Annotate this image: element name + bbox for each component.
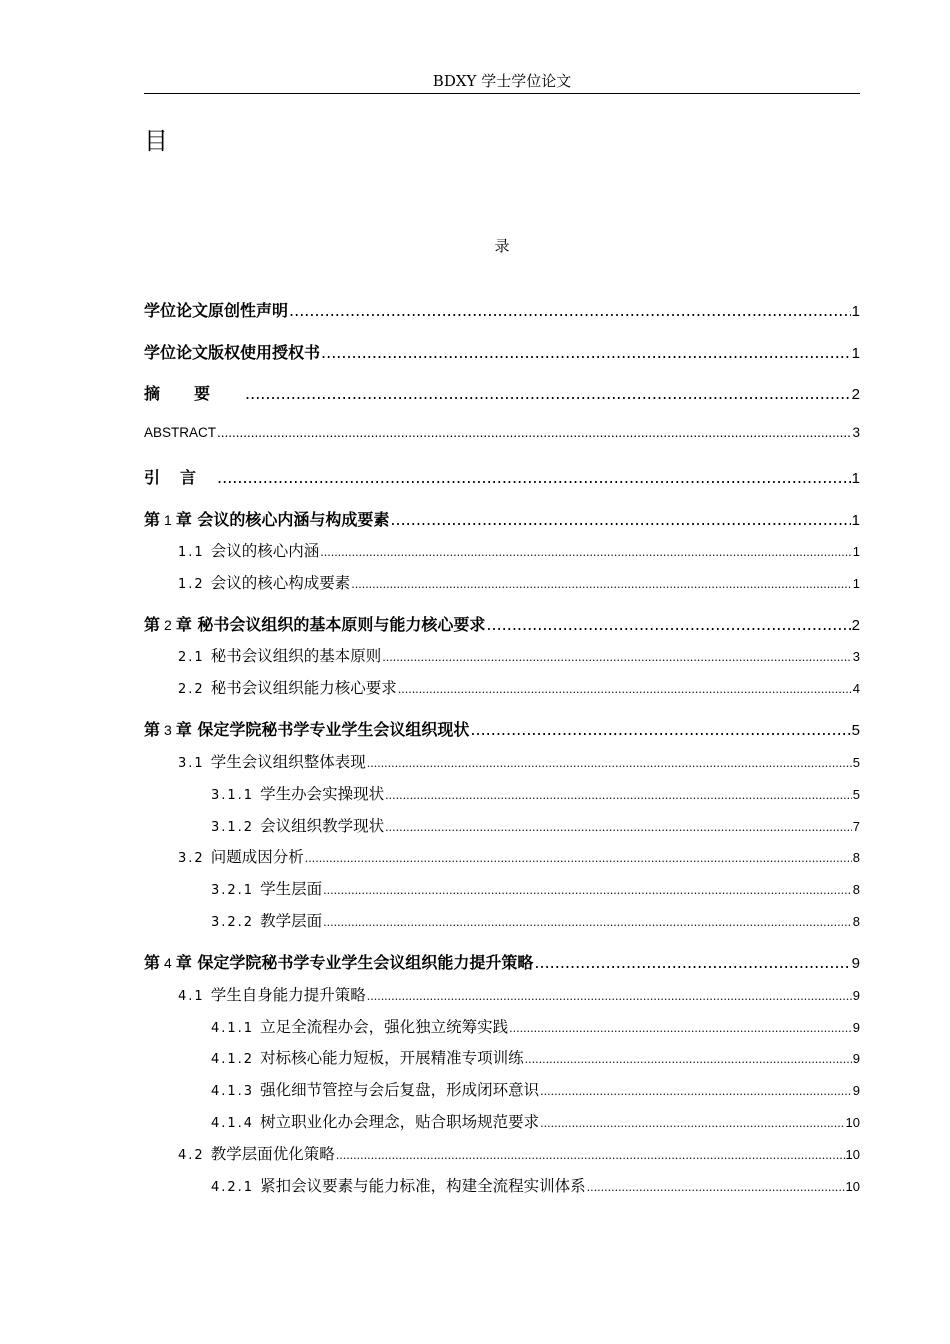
toc-entry-4-1-1[interactable] — [211, 1015, 860, 1037]
section-title: 学生办会实操现状 — [260, 785, 385, 803]
toc-entry-label — [211, 814, 384, 836]
dot-leader — [390, 510, 850, 529]
toc-entry-label — [178, 845, 304, 867]
toc-entry-chapter-2[interactable] — [144, 612, 860, 635]
dot-leader — [382, 651, 852, 664]
toc-entry-label — [144, 507, 389, 530]
toc-entry-label — [211, 877, 322, 899]
dot-leader — [486, 615, 850, 634]
toc-title-part2: 录 — [494, 237, 510, 255]
dot-leader — [305, 852, 852, 865]
chapter-prefix: 第 — [144, 615, 161, 634]
toc-entry-page: 3 — [852, 649, 860, 664]
chapter-title: 章 秘书会议组织的基本原则与能力核心要求 — [175, 615, 486, 634]
chapter-prefix: 第 — [144, 720, 161, 739]
dot-leader — [217, 425, 851, 440]
toc-entry-page: 5 — [851, 722, 860, 739]
section-number: 3.1 — [178, 756, 205, 771]
section-number: 1.1 — [178, 545, 205, 560]
section-title: 学生层面 — [260, 880, 323, 898]
toc-entry-abstract-en[interactable] — [144, 425, 860, 440]
toc-entry-3-1-2[interactable] — [211, 814, 860, 836]
dot-leader — [321, 343, 851, 362]
toc-entry-label: 学位论文原创性声明 — [144, 301, 289, 320]
toc-entry-page: 4 — [852, 681, 860, 696]
section-number: 4.1.3 — [211, 1084, 255, 1099]
section-number: 2.1 — [178, 650, 205, 665]
toc-entry-label — [178, 750, 366, 772]
toc-entry-label — [144, 612, 485, 635]
toc-entry-3-2[interactable] — [178, 845, 860, 867]
toc-entry-3-2-2[interactable] — [211, 909, 860, 931]
toc-entry-page: 1 — [851, 303, 860, 320]
section-title: 树立职业化办会理念，贴合职场规范要求 — [260, 1113, 540, 1131]
toc-entry-4-2-1[interactable] — [211, 1174, 860, 1196]
dot-leader — [525, 1053, 852, 1066]
toc-entry-label — [211, 909, 322, 931]
toc-entry-page: 5 — [852, 787, 860, 802]
chapter-title: 章 会议的核心内涵与构成要素 — [175, 510, 390, 529]
toc-entry-4-1-2[interactable] — [211, 1046, 860, 1068]
toc-entry-label — [211, 1174, 586, 1196]
dot-leader — [385, 789, 852, 802]
toc-entry-page: 1 — [852, 576, 860, 591]
toc-entry-label: 摘要 — [144, 384, 245, 403]
section-number: 4.1.4 — [211, 1116, 255, 1131]
page-header: BDXY 学士学位论文 — [432, 72, 572, 90]
dot-leader — [540, 1085, 852, 1098]
dot-leader — [385, 821, 852, 834]
toc-entry-label: 引言 — [144, 468, 217, 487]
toc-entry-originality[interactable] — [144, 298, 860, 321]
chapter-number: 2 — [164, 617, 172, 633]
toc-entry-4-1-3[interactable] — [211, 1078, 860, 1100]
toc-entry-copyright[interactable] — [144, 340, 860, 363]
toc-entry-label — [211, 1078, 539, 1100]
section-title: 学生自身能力提升策略 — [210, 986, 366, 1004]
toc-entry-label — [178, 983, 366, 1005]
toc-entry-label — [178, 676, 397, 698]
toc-entry-label — [178, 539, 319, 561]
section-title: 教学层面 — [260, 912, 323, 930]
dot-leader — [320, 546, 852, 559]
dot-leader — [351, 578, 852, 591]
section-number: 3.1.2 — [211, 820, 255, 835]
toc-entry-4-1[interactable] — [178, 983, 860, 1005]
toc-entry-page: 10 — [845, 1115, 860, 1130]
dot-leader — [289, 301, 851, 320]
dot-leader — [217, 468, 851, 487]
dot-leader — [534, 953, 850, 972]
section-number: 4.2.1 — [211, 1180, 255, 1195]
section-number: 4.1.2 — [211, 1052, 255, 1067]
toc-entry-introduction[interactable] — [144, 465, 860, 488]
toc-entry-page: 9 — [852, 988, 860, 1003]
section-number: 4.1.1 — [211, 1021, 255, 1036]
toc-entry-3-1-1[interactable] — [211, 782, 860, 804]
chapter-number: 3 — [164, 722, 172, 738]
section-number: 3.2.1 — [211, 883, 255, 898]
section-number: 4.1 — [178, 989, 205, 1004]
chapter-prefix: 第 — [144, 510, 161, 529]
dot-leader — [323, 884, 852, 897]
toc-entry-chapter-4[interactable] — [144, 950, 860, 973]
toc-entry-page: 8 — [852, 850, 860, 865]
toc-entry-chapter-1[interactable] — [144, 507, 860, 530]
toc-entry-page: 3 — [852, 425, 860, 440]
dot-leader — [245, 384, 851, 403]
section-number: 2.2 — [178, 682, 205, 697]
toc-entry-label: 学位论文版权使用授权书 — [144, 343, 321, 362]
toc-entry-label — [178, 644, 381, 666]
toc-entry-label — [178, 1142, 335, 1164]
toc-entry-2-1[interactable] — [178, 644, 860, 666]
chapter-title: 章 保定学院秘书学专业学生会议组织现状 — [175, 720, 470, 739]
dot-leader — [367, 990, 852, 1003]
toc-entry-label — [211, 1046, 524, 1068]
toc-entry-page: 7 — [852, 819, 860, 834]
chapter-prefix: 第 — [144, 953, 161, 972]
toc-entry-abstract-cn[interactable] — [144, 381, 860, 404]
chapter-number: 4 — [164, 955, 172, 971]
section-title: 问题成因分析 — [210, 848, 304, 866]
toc-entry-page: 2 — [851, 386, 860, 403]
toc-entry-label — [211, 782, 384, 804]
section-title: 对标核心能力短板，开展精准专项训练 — [260, 1049, 524, 1067]
chapter-number: 1 — [164, 512, 172, 528]
section-title: 会议组织教学现状 — [260, 817, 385, 835]
dot-leader — [540, 1117, 844, 1130]
toc-entry-4-1-4[interactable] — [211, 1110, 860, 1132]
toc-entry-page: 8 — [852, 882, 860, 897]
section-title: 紧扣会议要素与能力标准，构建全流程实训体系 — [260, 1177, 586, 1195]
dot-leader — [323, 916, 852, 929]
section-title: 秘书会议组织能力核心要求 — [210, 679, 397, 697]
toc-entry-page: 9 — [851, 955, 860, 972]
toc-entry-page: 9 — [852, 1083, 860, 1098]
dot-leader — [336, 1149, 845, 1162]
section-number: 3.2 — [178, 851, 205, 866]
section-number: 4.2 — [178, 1148, 205, 1163]
section-title: 会议的核心构成要素 — [210, 574, 351, 592]
toc-entry-page: 9 — [852, 1020, 860, 1035]
dot-leader — [470, 720, 850, 739]
toc-entry-2-2[interactable] — [178, 676, 860, 698]
toc-entry-page: 2 — [851, 617, 860, 634]
section-title: 教学层面优化策略 — [210, 1145, 335, 1163]
dot-leader — [398, 683, 852, 696]
toc-entry-page: 10 — [845, 1147, 860, 1162]
toc-entry-3-1[interactable] — [178, 750, 860, 772]
chapter-title: 章 保定学院秘书学专业学生会议组织能力提升策略 — [175, 953, 534, 972]
toc-entry-page: 5 — [852, 755, 860, 770]
section-title: 学生会议组织整体表现 — [210, 753, 366, 771]
toc-entry-1-2[interactable] — [178, 571, 860, 593]
toc-entry-label — [144, 717, 469, 740]
toc-entry-4-2[interactable] — [178, 1142, 860, 1164]
section-title: 强化细节管控与会后复盘，形成闭环意识 — [260, 1081, 540, 1099]
dot-leader — [367, 757, 852, 770]
dot-leader — [509, 1022, 852, 1035]
toc-title-part1: 目 — [144, 127, 168, 155]
toc-entry-label — [211, 1110, 539, 1132]
toc-entry-page: 9 — [852, 1051, 860, 1066]
toc-entry-label — [178, 571, 350, 593]
section-title: 立足全流程办会，强化独立统筹实践 — [260, 1018, 509, 1036]
toc-entry-label — [211, 1015, 508, 1037]
toc-entry-label: ABSTRACT — [144, 425, 217, 440]
toc-entry-chapter-3[interactable] — [144, 717, 860, 740]
toc-entry-1-1[interactable] — [178, 539, 860, 561]
dot-leader — [587, 1181, 845, 1194]
toc-entry-page: 1 — [851, 345, 860, 362]
section-number: 3.1.1 — [211, 788, 255, 803]
toc-entry-page: 1 — [851, 512, 860, 529]
toc-entry-3-2-1[interactable] — [211, 877, 860, 899]
toc-entry-page: 1 — [852, 544, 860, 559]
toc-entry-label — [144, 950, 533, 973]
toc-entry-page: 8 — [852, 914, 860, 929]
section-title: 会议的核心内涵 — [210, 542, 320, 560]
toc-entry-page: 10 — [845, 1179, 860, 1194]
section-title: 秘书会议组织的基本原则 — [210, 647, 382, 665]
section-number: 3.2.2 — [211, 915, 255, 930]
toc-entry-page: 1 — [851, 470, 860, 487]
section-number: 1.2 — [178, 577, 205, 592]
